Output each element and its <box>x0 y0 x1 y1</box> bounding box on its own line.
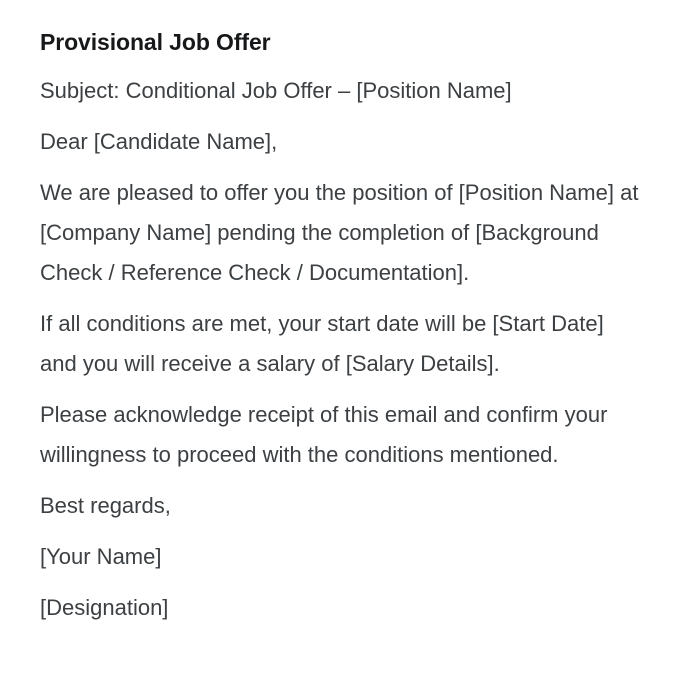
sender-name: [Your Name] <box>40 544 162 569</box>
sender-designation: [Designation] <box>40 595 169 620</box>
page-title: Provisional Job Offer <box>40 29 271 55</box>
conditions-paragraph: If all conditions are met, your start date will be [Start Date] and you will receive a salary of [Salary Details]. <box>40 311 610 376</box>
offer-paragraph: We are pleased to offer you the position of [Position Name] at [Company Name] pending the completion of [Background Check / Reference Check / Documentation]. <box>40 180 645 285</box>
salutation: Dear [Candidate Name], <box>40 129 278 154</box>
closing: Best regards, <box>40 493 171 518</box>
document-body <box>40 71 645 628</box>
subject-line: Subject: Conditional Job Offer – [Position Name] <box>40 78 512 103</box>
acknowledgement-paragraph: Please acknowledge receipt of this email and confirm your willingness to proceed with the conditions mentioned. <box>40 402 614 467</box>
